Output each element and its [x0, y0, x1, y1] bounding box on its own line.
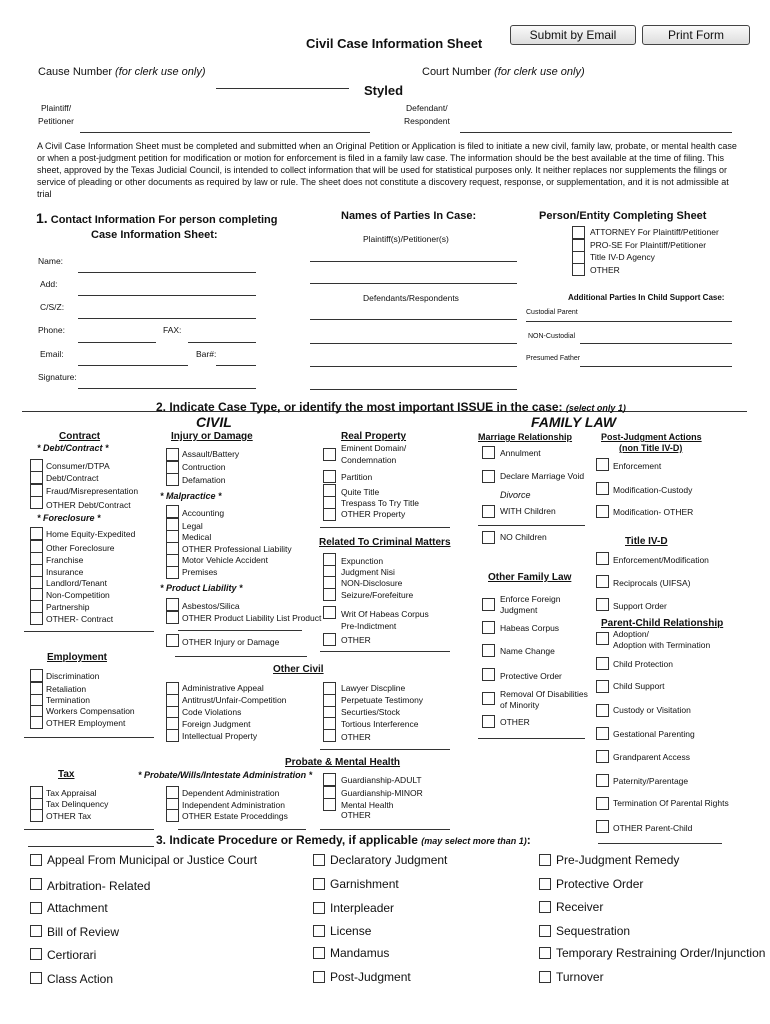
other-civil-right-label-0: Lawyer Discpline: [341, 683, 406, 693]
email-label: Email:: [40, 349, 64, 359]
section2-title: [156, 400, 626, 414]
other-family-checkbox[interactable]: [482, 715, 495, 728]
other-civil-left-label-2: Code Violations: [182, 707, 242, 717]
form-title: Civil Case Information Sheet: [306, 36, 483, 51]
employment-label-3: Workers Compensation: [46, 706, 135, 716]
probate-right-checkbox-2[interactable]: [323, 798, 336, 811]
cause-number-label: [38, 66, 206, 78]
real-property-title: Real Property: [341, 431, 407, 442]
malpractice-heading: * Malpractice *: [160, 491, 222, 501]
contract-title: Contract: [59, 431, 101, 442]
malpractice-label-1: Legal: [182, 521, 203, 531]
removal-disabilities-label: Removal Of Disabilities: [500, 689, 588, 699]
pj-mod-custody-checkbox[interactable]: [596, 482, 609, 495]
custodial-parent-label: Custodial Parent: [526, 309, 578, 316]
add-line[interactable]: [78, 295, 256, 296]
no-children-checkbox[interactable]: [482, 531, 495, 544]
sequestration-label: Sequestration: [556, 924, 631, 938]
plaintiff-label-2: Petitioner: [38, 116, 74, 126]
tax-label-0: Tax Appraisal: [46, 788, 97, 798]
probate-right-label-3: OTHER: [341, 810, 371, 820]
bill-of-review-checkbox[interactable]: [30, 925, 42, 937]
with-children-label: WITH Children: [500, 506, 556, 516]
t4d-label-0: Enforcement/Modification: [613, 555, 709, 565]
protective-order-family-checkbox[interactable]: [482, 668, 495, 681]
paternity-label: Paternity/Parentage: [613, 776, 689, 786]
plaintiff-label-1: Plaintiff/: [41, 103, 72, 113]
presumed-father-line[interactable]: [580, 366, 732, 367]
receiver-label: Receiver: [556, 900, 604, 914]
license-label: License: [330, 924, 372, 938]
child-support-checkbox[interactable]: [596, 680, 609, 693]
probate-left-label-1: Independent Administration: [182, 800, 286, 810]
other-civil-right-label-4: OTHER: [341, 732, 371, 742]
defendant-party-line-1[interactable]: [310, 319, 517, 320]
certiorari-checkbox[interactable]: [30, 948, 42, 960]
product-label-1: OTHER Product Liability List Product: [182, 613, 322, 623]
clerk-use-note: (for clerk use only): [115, 66, 206, 78]
pj-enforcement-label: Enforcement: [613, 461, 662, 471]
section3-title: [156, 833, 531, 847]
declaratory-judgment-checkbox[interactable]: [313, 854, 325, 866]
pj-mod-custody-label: Modification-Custody: [613, 485, 693, 495]
injury-label-1: Contruction: [182, 462, 226, 472]
other-civil-left-checkbox-4[interactable]: [166, 729, 179, 742]
plaintiff-party-line-1[interactable]: [310, 261, 517, 262]
foreclosure-label-7: OTHER- Contract: [46, 614, 114, 624]
t4d-label-1: Reciprocals (UIFSA): [613, 578, 691, 588]
post-judgment-title-1: Post-Judgment Actions: [601, 432, 702, 442]
plaintiff-line: [80, 132, 370, 133]
custody-visitation-checkbox[interactable]: [596, 704, 609, 717]
non-custodial-line[interactable]: [580, 343, 732, 344]
defendant-label-1: Defendant/: [406, 103, 448, 113]
product-liability-heading: * Product Liability *: [160, 583, 243, 593]
tax-label-2: OTHER Tax: [46, 811, 92, 821]
malpractice-label-0: Accounting: [182, 508, 225, 518]
judgment-nisi-label: Judgment Nisi: [341, 567, 395, 577]
defendants-label: Defendants/Respondents: [363, 293, 459, 303]
declaratory-judgment-label: Declaratory Judgment: [330, 853, 448, 867]
protective-order-checkbox[interactable]: [539, 878, 551, 890]
court-number-text: Court Number: [422, 66, 492, 78]
styled-label: Styled: [364, 83, 404, 98]
pre-judgment-remedy-checkbox[interactable]: [539, 854, 551, 866]
name-change-label: Name Change: [500, 646, 555, 656]
cause-number-text: Cause Number: [38, 66, 112, 78]
foreclosure-label-4: Landlord/Tenant: [46, 578, 107, 588]
probate-right-other-line[interactable]: [320, 829, 450, 830]
malpractice-label-5: Premises: [182, 567, 218, 577]
criminal-title: Related To Criminal Matters: [319, 537, 451, 548]
grandparent-access-label: Grandparent Access: [613, 752, 691, 762]
class-action-checkbox[interactable]: [30, 972, 42, 984]
civil-heading: CIVIL: [196, 414, 232, 430]
turnover-label: Turnover: [556, 970, 604, 984]
gestational-parenting-checkbox[interactable]: [596, 727, 609, 740]
product-label-0: Asbestos/Silica: [182, 601, 240, 611]
annulment-checkbox[interactable]: [482, 446, 495, 459]
name-change-checkbox[interactable]: [482, 644, 495, 657]
interpleader-label: Interpleader: [330, 901, 395, 915]
other-injury-label: OTHER Injury or Damage: [182, 637, 280, 647]
foreclosure-label-0: Home Equity-Expedited: [46, 529, 136, 539]
section3-divider-left: [28, 846, 154, 847]
post-judgment-checkbox[interactable]: [313, 971, 325, 983]
other-criminal-label: OTHER: [341, 635, 371, 645]
attorney-checkbox[interactable]: [572, 226, 585, 239]
other-completing-checkbox[interactable]: [572, 263, 585, 276]
eminent-domain-checkbox[interactable]: [323, 448, 336, 461]
other-civil-right-label-2: Securties/Stock: [341, 707, 401, 717]
interpleader-checkbox[interactable]: [313, 902, 325, 914]
signature-label: Signature:: [38, 372, 77, 382]
section2-title-text: 2. Indicate Case Type, or identify the most important ISSUE in the case:: [156, 400, 563, 414]
gestational-parenting-label: Gestational Parenting: [613, 729, 695, 739]
injury-label-2: Defamation: [182, 475, 226, 485]
marriage-title: Marriage Relationship: [478, 432, 573, 442]
other-family-title: Other Family Law: [488, 572, 572, 583]
mandamus-label: Mandamus: [330, 946, 390, 960]
section3-title-text: 3. Indicate Procedure or Remedy, if applicable: [156, 833, 418, 847]
add-label: Add:: [40, 279, 58, 289]
declare-void-label: Declare Marriage Void: [500, 471, 585, 481]
title-iv-d-agency-label: Title IV-D Agency: [590, 252, 655, 262]
judgment-label: Judgment: [500, 605, 538, 615]
malpractice-checkbox-5[interactable]: [166, 566, 179, 579]
probate-other-line[interactable]: [178, 829, 306, 830]
marriage-divider: [478, 525, 585, 526]
child-protection-label: Child Protection: [613, 659, 674, 669]
tax-label-1: Tax Delinquency: [46, 799, 109, 809]
probate-right-label-1: Guardianship-MINOR: [341, 788, 423, 798]
section1-number: 1.: [36, 210, 48, 226]
name-label: Name:: [38, 256, 64, 266]
partition-label: Partition: [341, 472, 373, 482]
child-support-label: Child Support: [613, 681, 665, 691]
enforce-foreign-label: Enforce Foreign: [500, 594, 561, 604]
paternity-checkbox[interactable]: [596, 774, 609, 787]
csz-line[interactable]: [78, 318, 256, 319]
enforce-foreign-checkbox[interactable]: [482, 598, 495, 611]
t4d-checkbox-2[interactable]: [596, 598, 609, 611]
other-parent-child-checkbox[interactable]: [596, 820, 609, 833]
with-children-checkbox[interactable]: [482, 505, 495, 518]
other-civil-title: Other Civil: [273, 664, 324, 675]
condemnation-label: Condemnation: [341, 455, 397, 465]
of-minority-label: of Minority: [500, 700, 540, 710]
mandamus-checkbox[interactable]: [313, 947, 325, 959]
plaintiff-party-line-2[interactable]: [310, 283, 517, 284]
employment-checkbox-0[interactable]: [30, 669, 43, 682]
bill-of-review-label: Bill of Review: [47, 925, 120, 939]
injury-checkbox-2[interactable]: [166, 473, 179, 486]
other-parent-child-line[interactable]: [598, 843, 722, 844]
phone-label: Phone:: [38, 325, 65, 335]
defendant-line: [460, 132, 732, 133]
clerk-use-note: (for clerk use only): [494, 66, 585, 78]
protective-order-label: Protective Order: [556, 877, 644, 891]
t4d-checkbox-1[interactable]: [596, 575, 609, 588]
post-judgment-label: Post-Judgment: [330, 970, 411, 984]
probate-subtitle: * Probate/Wills/Intestate Administration *: [138, 770, 313, 780]
foreclosure-checkbox-0[interactable]: [30, 527, 43, 540]
certiorari-label: Certiorari: [47, 948, 97, 962]
foreclosure-label-3: Insurance: [46, 567, 84, 577]
foreclosure-label-5: Non-Competition: [46, 590, 110, 600]
other-property-label: OTHER Property: [341, 509, 406, 519]
attachment-label: Attachment: [47, 901, 108, 915]
other-completing-label: OTHER: [590, 265, 620, 275]
tro-injunction-label: Temporary Restraining Order/Injunction: [556, 946, 766, 960]
malpractice-checkbox-0[interactable]: [166, 505, 179, 518]
protective-order-family-label: Protective Order: [500, 671, 562, 681]
section2-note: (select only 1): [565, 403, 626, 413]
termination-rights-checkbox[interactable]: [596, 797, 609, 810]
pro-se-label: PRO-SE For Plaintiff/Petitioner: [590, 240, 707, 250]
defendant-party-line-4[interactable]: [310, 389, 517, 390]
additional-parties-label: Additional Parties In Child Support Case:: [568, 293, 725, 302]
probate-right-label-0: Guardianship-ADULT: [341, 775, 422, 785]
bar-line[interactable]: [216, 365, 256, 366]
section1-title-line1: Contact Information For person completing: [50, 214, 278, 226]
title-iv-d-title: Title IV-D: [625, 536, 668, 547]
probate-left-checkbox-2[interactable]: [166, 809, 179, 822]
defendant-label-2: Respondent: [404, 116, 450, 126]
debt-label-3: OTHER Debt/Contract: [46, 500, 131, 510]
fax-line[interactable]: [188, 342, 256, 343]
debt-contract-heading: * Debt/Contract *: [37, 443, 109, 453]
foreclosure-label-2: Franchise: [46, 555, 84, 565]
product-checkbox-0[interactable]: [166, 598, 179, 611]
product-checkbox-1[interactable]: [166, 611, 179, 624]
appeal-municipal-checkbox[interactable]: [30, 854, 42, 866]
sequestration-checkbox[interactable]: [539, 925, 551, 937]
other-injury-checkbox[interactable]: [166, 634, 179, 647]
partition-checkbox[interactable]: [323, 470, 336, 483]
parent-child-title: Parent-Child Relationship: [601, 618, 724, 629]
debt-label-1: Debt/Contract: [46, 473, 99, 483]
receiver-checkbox[interactable]: [539, 901, 551, 913]
arbitration-checkbox[interactable]: [30, 878, 42, 890]
pj-mod-other-label: Modification- OTHER: [613, 507, 694, 517]
divorce-heading: Divorce: [500, 490, 531, 500]
non-disclosure-label: NON-Disclosure: [341, 578, 403, 588]
foreclosure-checkbox-7[interactable]: [30, 612, 43, 625]
trespass-label: Trespass To Try Title: [341, 498, 419, 508]
removal-disabilities-checkbox[interactable]: [482, 692, 495, 705]
t4d-label-2: Support Order: [613, 601, 667, 611]
name-line[interactable]: [78, 272, 256, 273]
parties-title: Names of Parties In Case:: [341, 210, 477, 222]
custody-visitation-label: Custody or Visitation: [613, 705, 691, 715]
pre-judgment-remedy-label: Pre-Judgment Remedy: [556, 853, 680, 867]
injury-checkbox-0[interactable]: [166, 448, 179, 461]
employment-label-1: Retaliation: [46, 684, 87, 694]
grandparent-access-checkbox[interactable]: [596, 750, 609, 763]
turnover-checkbox[interactable]: [539, 971, 551, 983]
attachment-checkbox[interactable]: [30, 902, 42, 914]
non-custodial-label: NON-Custodial: [528, 333, 576, 340]
quiet-title-label: Quite Title: [341, 487, 380, 497]
other-civil-right-label-3: Tortious Interference: [341, 719, 419, 729]
other-civil-right-label-1: Perpetuate Testimony: [341, 695, 424, 705]
arbitration-label: Arbitration- Related: [47, 879, 151, 893]
phone-line[interactable]: [78, 342, 156, 343]
debt-label-2: Fraud/Misrepresentation: [46, 486, 139, 496]
license-checkbox[interactable]: [313, 925, 325, 937]
malpractice-label-2: Medical: [182, 532, 212, 542]
defendant-party-line-2[interactable]: [310, 343, 517, 344]
other-parent-child-label: OTHER Parent-Child: [613, 823, 693, 833]
no-children-label: NO Children: [500, 532, 547, 542]
intro-paragraph: A Civil Case Information Sheet must be completed and submitted when an Original Petition or Application is filed to initiate a new civil, family law, probate, or mental health case or when a post-judgment petition for modification or motion for enforcement is filed in a family law case. The information should be the best available at the time of filing. This sheet, approved by the Texas Judicial Council, is intended to collect information that will be used for statistical purposes only. It neither replaces nor supplements the filings or service of pleading or other documents as required by law or rule. The sheet does not constitute a discovery request, response, or supplementation, and it is not admissible at trial: [37, 141, 737, 199]
other-criminal-line[interactable]: [320, 651, 450, 652]
adoption-label: Adoption/: [613, 629, 649, 639]
tax-title: Tax: [58, 769, 75, 780]
section3-colon: :: [526, 833, 531, 847]
defendant-party-line-3[interactable]: [310, 366, 517, 367]
declare-void-checkbox[interactable]: [482, 470, 495, 483]
section3-note: (may select more than 1): [421, 836, 527, 846]
habeas-corpus-criminal-label: Writ Of Habeas Corpus: [341, 609, 429, 619]
foreclosure-label-1: Other Foreclosure: [46, 543, 115, 553]
other-property-line[interactable]: [320, 527, 450, 528]
plaintiffs-label: Plaintiff(s)/Petitioner(s): [363, 234, 449, 244]
debt-label-0: Consumer/DTPA: [46, 461, 110, 471]
child-protection-checkbox[interactable]: [596, 657, 609, 670]
csz-label: C/S/Z:: [40, 302, 65, 312]
other-civil-left-label-0: Administrative Appeal: [182, 683, 264, 693]
pre-indictment-label: Pre-Indictment: [341, 621, 397, 631]
malpractice-label-3: OTHER Professional Liability: [182, 544, 292, 554]
other-criminal-checkbox[interactable]: [323, 633, 336, 646]
tax-other-line[interactable]: [24, 829, 154, 830]
family-law-heading: FAMILY LAW: [531, 414, 617, 430]
submit-by-email-button[interactable]: Submit by Email: [510, 25, 636, 45]
fax-label: FAX:: [163, 325, 182, 335]
employment-checkbox-4[interactable]: [30, 716, 43, 729]
pj-mod-other-checkbox[interactable]: [596, 505, 609, 518]
probate-left-label-2: OTHER Estate Proceddings: [182, 811, 288, 821]
habeas-corpus-criminal-checkbox[interactable]: [323, 606, 336, 619]
injury-label-0: Assault/Battery: [182, 449, 240, 459]
other-civil-left-label-4: Intellectual Property: [182, 731, 258, 741]
seizure-label: Seizure/Forefeiture: [341, 590, 414, 600]
cause-number-line: [216, 88, 349, 89]
section1-title: [36, 210, 277, 226]
completing-title: Person/Entity Completing Sheet: [539, 210, 707, 222]
termination-rights-label: Termination Of Parental Rights: [613, 798, 729, 808]
garnishment-label: Garnishment: [330, 877, 399, 891]
adoption-checkbox[interactable]: [596, 632, 609, 645]
appeal-municipal-label: Appeal From Municipal or Justice Court: [47, 853, 258, 867]
probate-left-label-0: Dependent Administration: [182, 788, 280, 798]
probate-title: Probate & Mental Health: [285, 757, 401, 768]
other-injury-line[interactable]: [175, 656, 307, 657]
product-line[interactable]: [178, 630, 302, 631]
section1-title-line2: Case Information Sheet:: [91, 229, 218, 241]
post-judgment-title-2: (non Title IV-D): [619, 443, 683, 453]
habeas-corpus-family-checkbox[interactable]: [482, 621, 495, 634]
tro-injunction-checkbox[interactable]: [539, 947, 551, 959]
seizure-checkbox[interactable]: [323, 588, 336, 601]
pj-enforcement-checkbox[interactable]: [596, 458, 609, 471]
debt-checkbox-1[interactable]: [30, 471, 43, 484]
employment-label-0: Discrimination: [46, 671, 100, 681]
foreclosure-label-6: Partnership: [46, 602, 90, 612]
other-civil-line[interactable]: [320, 749, 450, 750]
presumed-father-label: Presumed Father: [526, 355, 581, 362]
tax-checkbox-2[interactable]: [30, 809, 43, 822]
garnishment-checkbox[interactable]: [313, 878, 325, 890]
malpractice-label-4: Motor Vehicle Accident: [182, 555, 268, 565]
debt-checkbox-3[interactable]: [30, 496, 43, 509]
attorney-label: ATTORNEY For Plaintiff/Petitioner: [590, 227, 719, 237]
employment-other-line[interactable]: [24, 737, 154, 738]
employment-label-4: OTHER Employment: [46, 718, 126, 728]
signature-line[interactable]: [78, 388, 256, 389]
injury-title: Injury or Damage: [171, 431, 253, 442]
habeas-corpus-family-label: Habeas Corpus: [500, 623, 560, 633]
class-action-label: Class Action: [47, 972, 114, 986]
annulment-label: Annulment: [500, 448, 541, 458]
other-family-line[interactable]: [478, 738, 585, 739]
t4d-checkbox-0[interactable]: [596, 552, 609, 565]
probate-right-checkbox-0[interactable]: [323, 773, 336, 786]
other-civil-left-label-1: Antitrust/Unfair-Competition: [182, 695, 287, 705]
contract-other-line[interactable]: [24, 631, 154, 632]
other-property-checkbox[interactable]: [323, 508, 336, 521]
employment-title: Employment: [47, 652, 108, 663]
custodial-parent-line[interactable]: [526, 321, 732, 322]
bar-label: Bar#:: [196, 349, 217, 359]
employment-label-2: Termination: [46, 695, 90, 705]
other-civil-right-checkbox-4[interactable]: [323, 729, 336, 742]
email-line[interactable]: [78, 365, 188, 366]
other-family-label: OTHER: [500, 717, 530, 727]
print-form-button[interactable]: Print Form: [642, 25, 750, 45]
expunction-label: Expunction: [341, 556, 384, 566]
court-number-label: [422, 66, 585, 78]
foreclosure-heading: * Foreclosure *: [37, 513, 101, 523]
probate-right-label-2: Mental Health: [341, 800, 394, 810]
adoption-termination-label: Adoption with Termination: [613, 640, 711, 650]
eminent-domain-label: Eminent Domain/: [341, 443, 407, 453]
other-civil-left-label-3: Foreign Judgment: [182, 719, 251, 729]
